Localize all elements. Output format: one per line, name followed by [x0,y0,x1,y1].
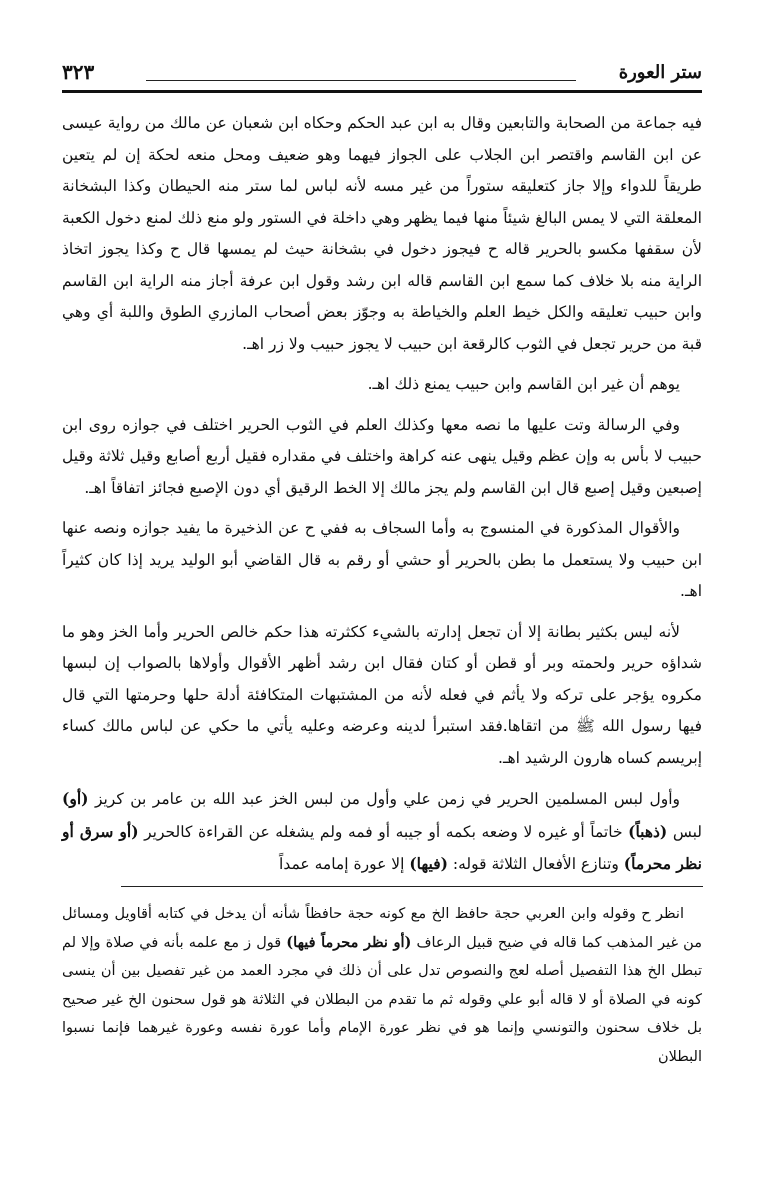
header-divider [62,90,702,93]
p6-text-e: وتنازع الأفعال الثلاثة قوله: [447,855,624,873]
page-number: ٣٢٣ [62,60,95,84]
footnote-paragraph [62,900,702,1071]
footnotes [62,900,702,1071]
p6-text-f: إلا عورة إمامه عمداً [279,855,410,873]
footnote-divider [121,886,703,887]
paragraph-6 [62,783,702,881]
p6-text-c: لبس [667,822,703,841]
paragraph-1: فيه جماعة من الصحابة والتابعين وقال به ابن عبد الحكم وحكاه ابن شعبان عن مالك من رواية عيسى عن ابن القاسم واقتصر ابن الجلاب على الجواز فيهما وهو ضعيف ومحل منعه لحكة إن لم يتعين طريقاً للدواء وإلا جاز كتعليقه ستوراً من غير مسه لأنه لباس لما ستر منه الحيطان وكذا البشخانة المعلقة التي لا يمس البالغ شيئاً منها فيما يظهر وهي داخلة في الستور ولو منع ذلك لمنع دخول الكعبة لأن سقفها مكسو بالحرير قاله ح فيجوز دخول في بشخانة حيث لم يمسها قال ح وكذا يجوز اتخاذ الراية منه بلا خلاف كما سمع ابن القاسم قاله ابن رشد وقول ابن عرفة أجاز منه الراية ابن القاسم وابن حبيب تعليقه والكل خيط العلم والخياطة به وجوّز بعض أصحاب المازري الطوق واللبة أي وهي قبة من حرير تجعل في الثوب كالرقعة ابن حبيب لا يجوز حبيب ولا زر اهـ. [62,114,702,353]
footnote-text-c: قول ز مع علمه بأنه في صلاة وإلا لم تبطل الخ هذا التفصيل أصله لعج والنصوص تدل على أن ذلك في مجرد العمد من غير تفصيل بين أن ينسى كونه في الصلاة أو لا قاله أبو علي وقوله ثم ما تقدم من البطلان في الثلاثة هو قول سحنون الخ غير صحيح بل خلاف سحنون والتونسي وإنما هو في نظر عورة الإمام وأما عورة نفسه وعورة غيرهما فإنما نسبوا البطلان [62,934,702,1065]
paragraph-4: والأقوال المذكورة في المنسوج به وأما السجاف به ففي ح عن الذخيرة ما يفيد جوازه ونصه عنها ابن حبيب ولا يستعمل ما بطن بالحرير أو حشي أو رقم به قال القاضي أبو الوليد يريد إذا كان كثيراً اهـ. [62,519,702,600]
page-header [62,58,702,92]
p6-bold-2: (ذهباً) [628,821,668,841]
p6-bold-4: (فيها) [409,854,448,873]
footnote-text-a: انظر ح وقوله وابن العربي حجة حافظ الخ مع كونه حجة حافظاً شأنه أن يدخل في كتابه أقاويل ومسائل من غير المذهب كما قاله في ضيح قبيل الرعاف [62,906,702,951]
paragraph-3: وفي الرسالة وتت عليها ما نصه معها وكذلك العلم في الثوب الحرير اختلف في جوازه روى ابن حبيب لا بأس به وإن عظم وقيل ينهى عنه كراهة واختلف في مقداره فقيل أربع أصابع وقيل ثلاثة وقيل إصبعين وقيل إصبع قال ابن القاسم ولم يجز مالك إلا الخط الرقيق أي دون الإصبع فجائز اتفاقاً اهـ. [62,415,702,497]
p6-bold-3: (أو سرق أو نظر محرماً) [62,821,702,873]
header-rule [146,80,576,81]
p6-text-d: خاتماً أو غيره لا وضعه بكمه أو جيبه أو فمه ولم يشغله عن القراءة كالحرير [138,822,629,841]
chapter-title: ستر العورة [618,62,702,83]
p6-text-a: وأول لبس المسلمين الحرير في زمن علي وأول من لبس الخز عبد الله بن عامر بن كريز [88,790,680,808]
paragraph-2: يوهم أن غير ابن القاسم وابن حبيب يمنع ذلك اهـ. [367,375,680,393]
p6-bold-1: (أو) [62,789,89,808]
main-text [62,108,702,890]
paragraph-5: لأنه ليس بكثير بطانة إلا أن تجعل إدارته بالشيء ككثرته هذا حكم خالص الحرير وأما الخز وهو ما شداؤه حرير ولحمته وبر أو قطن أو كتان فقال ابن رشد أظهر الأقوال وأولاها بالصواب إن لبسها مكروه يؤجر على تركه ولا يأثم في فعله لأنه من المشتبهات المتكافئة أدلة حلها وحرمتها التي قال فيها رسول الله ﷺ من اتقاها.فقد استبرأ لدينه وعرضه وعليه يأتي ما حكي عن لباس مالك كساء إبريسم كساه هارون الرشيد اهـ. [62,622,702,767]
footnote-bold: (أو نظر محرماً فيها) [286,933,412,951]
